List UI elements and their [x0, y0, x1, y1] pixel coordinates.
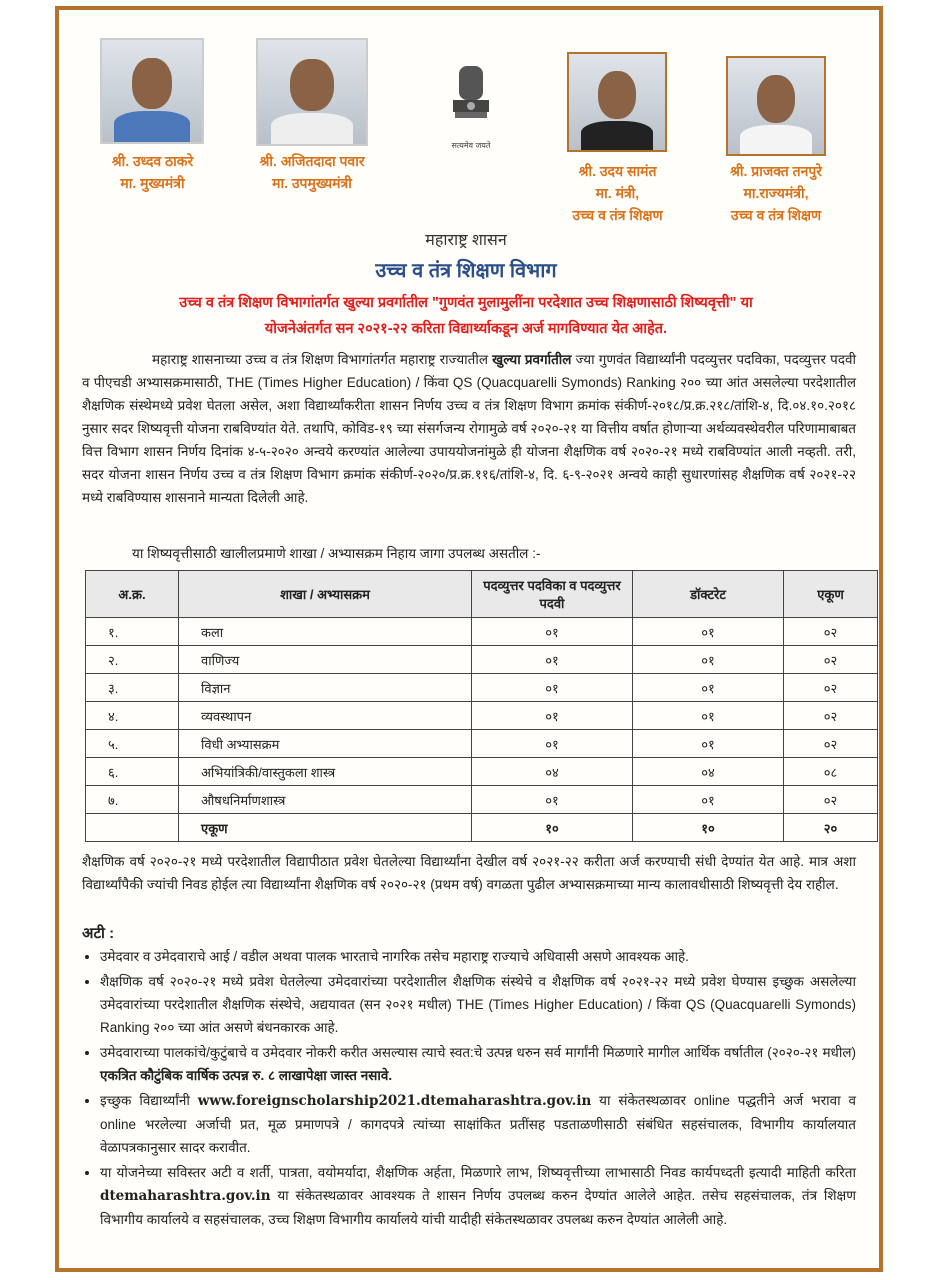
- table-row: [86, 786, 878, 814]
- after-table-paragraph: शैक्षणिक वर्ष २०२०-२१ मध्ये परदेशातील विद्यापीठात प्रवेश घेतलेल्या विद्यार्थ्यांना देखील वर्ष २०२१-२२ करीता अर्ज करण्याची संधी देण्यांत येत आहे. मात्र अशा विद्यार्थ्यांपैकी ज्यांची निवड होईल त्या विद्यार्थ्यांना शैक्षणिक वर्ष २०२०-२१ (प्रथम वर्ष) वगळता पुढील अभ्यासक्रमाच्या मान्य कालावधीसाठी शिष्यवृत्ती देय राहील.: [82, 854, 856, 892]
- table-total-row: एकूण १० १० २०: [86, 814, 878, 842]
- table-cell: व्यवस्थापन: [179, 702, 472, 730]
- table-header-row: अ.क्र. शाखा / अभ्यासक्रम पदव्युत्तर पदविका व पदव्युत्तर पदवी डॉक्टरेट एकूण: [86, 571, 878, 618]
- table-cell: ०४: [633, 758, 784, 786]
- caption-ajit-pawar: श्री. अजितदादा पवार मा. उपमुख्यमंत्री: [259, 153, 365, 191]
- photo-uday-samant: [567, 52, 667, 152]
- table-cell: ०२: [784, 702, 878, 730]
- table-cell: ४.: [86, 702, 179, 730]
- table-cell: ०१: [472, 730, 633, 758]
- table-cell: ०२: [784, 646, 878, 674]
- table-cell: कला: [179, 618, 472, 646]
- seats-intro: या शिष्यवृत्तीसाठी खालीलप्रमाणे शाखा / अभ्यासक्रम निहाय जागा उपलब्ध असतील :-: [132, 546, 541, 561]
- photo-prajakt-tanpure: [726, 56, 826, 156]
- headline-line-2: योजनेअंतर्गत सन २०२१-२२ करिता विद्यार्थ्याकडून अर्ज मागविण्यात येत आहेत.: [264, 321, 668, 337]
- table-cell: ०२: [784, 730, 878, 758]
- caption-prajakt-tanpure: श्री. प्राजक्त तनपुरे मा.राज्यमंत्री, उच्च व तंत्र शिक्षण: [729, 163, 823, 223]
- conditions-section: [82, 922, 856, 1233]
- table-cell: ०१: [472, 702, 633, 730]
- table-cell: ०२: [784, 618, 878, 646]
- dte-website-link[interactable]: dtemaharashtra.gov.in: [100, 1188, 271, 1204]
- table-cell: ०१: [633, 674, 784, 702]
- condition-3: • उमेदवाराच्या पालकांचे/कुटुंबाचे व उमेदवार नोकरी करीत असल्यास त्याचे स्वत:चे उत्पन्न धरुन सर्व मार्गांनी मिळणारे मागील आर्थिक वर्षातील (२०२०-२१ मधील) एकत्रित कौटुंबिक वार्षिक उत्पन्न रु. ८ लाखापेक्षा जास्त नसावे.: [100, 1041, 856, 1087]
- photo-ajit-pawar: [256, 38, 368, 146]
- national-emblem-icon: [445, 62, 497, 140]
- condition-1: • उमेदवार व उमेदवाराचे आई / वडील अथवा पालक भारताचे नागरिक तसेच महाराष्ट्र राज्याचे अधिवासी असणे आवश्यक आहे.: [100, 945, 856, 968]
- table-cell: ०४: [472, 758, 633, 786]
- department-title: उच्च व तंत्र शिक्षण विभाग: [375, 260, 557, 282]
- table-row: [86, 618, 878, 646]
- table-cell: ३.: [86, 674, 179, 702]
- table-cell: ०२: [784, 786, 878, 814]
- condition-5: • या योजनेच्या सविस्तर अटी व शर्ती, पात्रता, वयोमर्यादा, शैक्षणिक अर्हता, मिळणारे लाभ, शिष्यवृत्तीच्या लाभासाठी निवड कार्यपध्दती इत्यादी माहिती करिता dtemaharashtra.gov.in या संकेतस्थळावर आवश्यक ते शासन निर्णय उपलब्ध करुन देण्यांत आलेले आहेत. तसेच सहसंचालक, तंत्र शिक्षण विभागीय कार्यालये व सहसंचालक, उच्च शिक्षण विभागीय कार्यालये यांची यादीही संकेतस्थळावर उपलब्ध करुन देण्यांत आलेली आहे.: [100, 1161, 856, 1231]
- table-cell: औषधनिर्माणशास्त्र: [179, 786, 472, 814]
- seats-table: [85, 570, 878, 842]
- table-cell: विज्ञान: [179, 674, 472, 702]
- table-cell: ०१: [472, 786, 633, 814]
- table-row: [86, 758, 878, 786]
- table-cell: १.: [86, 618, 179, 646]
- conditions-title: अटी :: [82, 925, 115, 942]
- table-cell: २.: [86, 646, 179, 674]
- caption-uddhav-thackeray: श्री. उध्दव ठाकरे मा. मुख्यमंत्री: [111, 153, 194, 191]
- table-cell: ७.: [86, 786, 179, 814]
- table-cell: ०१: [633, 702, 784, 730]
- table-cell: ०१: [472, 618, 633, 646]
- table-cell: वाणिज्य: [179, 646, 472, 674]
- caption-uday-samant: श्री. उदय सामंत मा. मंत्री, उच्च व तंत्र शिक्षण: [572, 163, 663, 223]
- government-name: महाराष्ट्र शासन: [425, 232, 507, 249]
- table-row: [86, 730, 878, 758]
- table-cell: ५.: [86, 730, 179, 758]
- table-cell: ०१: [633, 646, 784, 674]
- condition-4: • इच्छुक विद्यार्थ्यांनी www.foreignscholarship2021.dtemaharashtra.gov.in या संकेतस्थळावर online पद्धतीने अर्ज भरावा व online भरलेल्या अर्जाची प्रत, मूळ प्रमाणपत्रे / कागदपत्रे त्यांच्या साक्षांकित प्रतींसह पडताळणीसाठी संबंधित सहसंचालक, विभागीय कार्यालयात वेळापत्रकानुसार सादर करावीत.: [100, 1089, 856, 1159]
- table-cell: ०१: [633, 618, 784, 646]
- table-row: [86, 646, 878, 674]
- table-row: [86, 702, 878, 730]
- photo-uddhav-thackeray: [100, 38, 204, 144]
- table-cell: ०२: [784, 674, 878, 702]
- emblem-motto: सत्यमेव जयते: [451, 141, 491, 150]
- scholarship-website-link[interactable]: www.foreignscholarship2021.dtemaharashtra.gov.in: [197, 1093, 592, 1109]
- table-cell: ०१: [472, 646, 633, 674]
- table-cell: ०८: [784, 758, 878, 786]
- intro-paragraph: महाराष्ट्र शासनाच्या उच्च व तंत्र शिक्षण विभागांतर्गत महाराष्ट्र राज्यातील खुल्या प्रवर्गातील ज्या गुणवंत विद्यार्थ्यांनी पदव्युत्तर पदविका, पदव्युत्तर पदवी व पीएचडी अभ्यासक्रमासाठी, THE (Times Higher Education) / किंवा QS (Quacquarelli Symonds) Ranking २०० च्या आंत असलेल्या परदेशातील शैक्षणिक संस्थेमध्ये प्रवेश घेतला असेल, अशा विद्यार्थ्यांकरीता शासन निर्णय उच्च व तंत्र शिक्षण विभाग क्रमांक संकीर्ण-२०१८/प्र.क्र.२१८/तांशि-४, दि.०४.१०.२०१८ नुसार सदर शिष्यवृत्ती योजना राबविण्यांत येते. तथापि, कोविड-१९ च्या संसर्गजन्य रोगामुळे वर्ष २०२०-२१ या वित्तीय वर्षात होणाऱ्या अर्थव्यवस्थेवरील परिणामाबाबत वित्त विभाग शासन निर्णय दिनांक ४-५-२०२० अन्वये करण्यांत आलेल्या उपाययोजनांमुळे ही योजना शैक्षणिक वर्ष २०२०-२१ मध्ये राबविण्यांत आली नव्हती. तरी, सदर योजना शासन निर्णय उच्च व तंत्र शिक्षण विभाग क्रमांक संकीर्ण-२०२०/प्र.क्र.११६/तांशि-४, दि. ६-९-२०२१ अन्वये काही सुधारणांसह शैक्षणिक वर्ष २०२१-२२ मध्ये राबविण्यास शासनाने मान्यता दिलेली आहे.: [82, 352, 856, 505]
- headline-line-1: उच्च व तंत्र शिक्षण विभागांतर्गत खुल्या प्रवर्गातील "गुणवंत मुलामुलींना परदेशात उच्च शिक्षणासाठी शिष्यवृत्ती" या: [179, 295, 753, 311]
- table-cell: अभियांत्रिकी/वास्तुकला शास्त्र: [179, 758, 472, 786]
- table-row: [86, 674, 878, 702]
- table-cell: ०१: [633, 730, 784, 758]
- table-cell: ६.: [86, 758, 179, 786]
- table-cell: विधी अभ्यासक्रम: [179, 730, 472, 758]
- condition-2: • शैक्षणिक वर्ष २०२०-२१ मध्ये प्रवेश घेतलेल्या उमेदवारांच्या परदेशातील शैक्षणिक संस्थेचे व शैक्षणिक वर्ष २०२१-२२ मध्ये प्रवेश घेण्यास इच्छुक असलेल्या उमेदवारांच्या परदेशातील शैक्षणिक संस्थेचे, अद्ययावत (सन २०२१ मधील) THE (Times Higher Education) / किंवा QS (Quacquarelli Symonds) Ranking २०० च्या आंत असणे बंधनकारक आहे.: [100, 970, 856, 1039]
- table-cell: ०१: [472, 674, 633, 702]
- table-cell: ०१: [633, 786, 784, 814]
